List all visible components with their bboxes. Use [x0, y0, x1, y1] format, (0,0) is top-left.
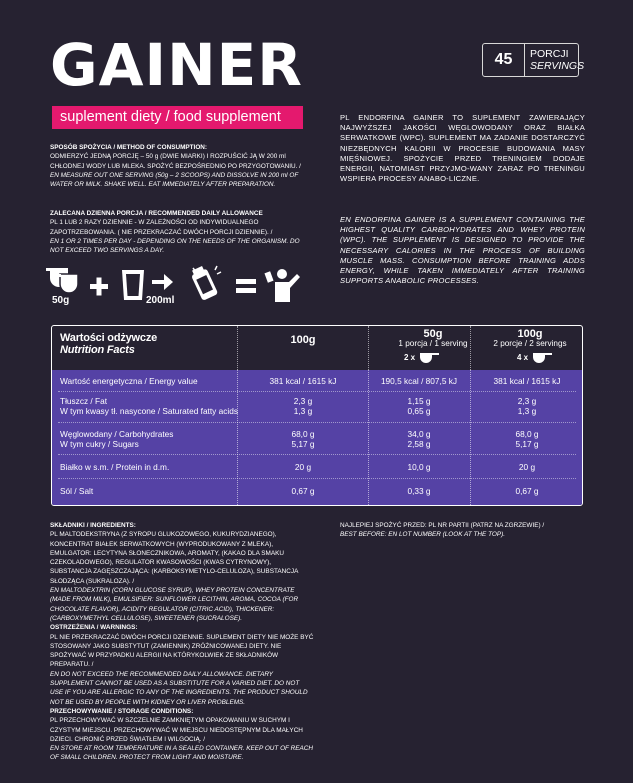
- warnings-pl: PL NIE PRZEKRACZAĆ DWÓCH PORCJI DZIENNIE. SUPLEMENT DIETY NIE MOŻE BYĆ STOSOWANY JAKO SUBSTYTUT (ZAMIENNIK) ZRÓŻNICOWANEJ DIETY. NIE SPOŻYWAĆ W PRZYPADKU ALERGII NA KTÓRYKOLWIEK ZE SKŁADNIKÓW PREPARATU. /: [50, 633, 314, 669]
- row-carbs-label: Węglowodany / Carbohydrates: [60, 429, 174, 439]
- column-divider: [470, 326, 471, 370]
- row-energy-value-2: 190,5 kcal / 807,5 kJ: [380, 376, 458, 386]
- storage-pl: PL PRZECHOWYWAĆ W SZCZELNIE ZAMKNIĘTYM OPAKOWANIU W SUCHYM I CZYSTYM MIEJSCU. PRZECHOWYWAĆ W MIEJSCU NIEDOSTĘPNYM DLA MAŁYCH DZIECI. CHRONIĆ PRZED ŚWIATŁEM I WILGOCIĄ. /: [50, 717, 303, 743]
- scoop-icon: [418, 351, 440, 363]
- row-salt-value-1: 0,67 g: [291, 486, 315, 496]
- column-head-1: 100g: [290, 334, 316, 346]
- warnings-heading: OSTRZEŻENIA / WARNINGS:: [50, 624, 138, 632]
- drinking-person-icon: [264, 269, 300, 302]
- preparation-icons: [46, 262, 308, 306]
- column-head-3: 100g: [517, 328, 543, 340]
- servings-label: [530, 48, 584, 72]
- row-salt-label: Sól / Salt: [60, 486, 94, 496]
- row-divider: [58, 391, 576, 392]
- row-sugars-label: W tym cukry / Sugars: [60, 439, 139, 449]
- nutrition-title-en: Nutrition Facts: [60, 344, 135, 356]
- servings-label-pl: PORCJI: [530, 48, 569, 60]
- consumption-heading: SPOSÓB SPOŻYCIA / METHOD OF CONSUMPTION:: [50, 144, 208, 151]
- storage-en: EN STORE AT ROOM TEMPERATURE IN A SEALED CONTAINER. KEEP OUT OF REACH OF SMALL CHILDREN. PROTECT FROM LIGHT AND MOISTURE.: [50, 745, 313, 762]
- nutrition-table: [51, 325, 583, 506]
- scoops-count-2: 2 x: [404, 353, 416, 362]
- row-sugars-value-2: 2,58 g: [407, 439, 431, 449]
- column-divider: [368, 326, 369, 370]
- row-fat-value-3: 2,3 g: [517, 396, 537, 406]
- warnings-en: EN DO NOT EXCEED THE RECOMMENDED DAILY ALLOWANCE. DIETARY SUPPLEMENT CANNOT BE USED AS A SUBSTITUTE FOR A VARIED DIET. DO NOT USE IF YOU ARE ALLERGIC TO ANY OF THE INGREDIENTS. THE PRODUCT SHOULD NOT BE USED BY PEOPLE WITH KIDNEY OR LIVER PROBLEMS.: [50, 670, 308, 706]
- scoops-icon: [46, 268, 78, 293]
- description-pl: PL ENDORFINA GAINER TO SUPLEMENT ZAWIERAJĄCY NAJWYŻSZEJ JAKOŚCI WĘGLOWODANY ORAZ BIAŁKA SERWATKOWE (WPC). SUPLEMENT MA ZADANIE DOSTARCZYĆ NIEZBĘDNYCH KALORII W PROCESIE BUDOWANIA MASY MIĘŚNIOWEJ. SPOŻYCIE PRZED TRENINGIEM DODAJE ENERGII, NATOMIAST PRZYJMO-WANY ZARAZ PO TRENINGU WSPIERA PROCESY ANABO-LICZNE.: [340, 113, 585, 184]
- ingredients-en: EN MALTODEXTRIN (CORN GLUCOSE SYRUP), WHEY PROTEIN CONCENTRATE (MADE FROM MILK), EMULSIFIER: SUNFLOWER LECITHIN, AROMA, COCOA (FOR CHOCOLATE FLAVOR), ACIDITY REGULATOR (CITRIC ACID), THICKENER: (CARBOXYMETHYL CELLULOSE), SWEETENER (SUCRALOSE).: [50, 587, 299, 622]
- row-energy-value-3: 381 kcal / 1615 kJ: [493, 376, 561, 386]
- shaker-icon: [189, 265, 221, 301]
- row-energy-label: Wartość energetyczna / Energy value: [60, 376, 198, 386]
- consumption-pl: ODMIERZYĆ JEDNĄ PORCJĘ – 50 g (DWIE MIARKI) I ROZPUŚCIĆ JĄ W 200 ml CHŁODNEJ WODY LUB MLEKA. SPOŻYĆ BEZPOŚREDNIO PO PRZYGOTOWANIU. /: [50, 153, 301, 170]
- column-sub-2: 1 porcja / 1 serving: [398, 339, 468, 348]
- consumption-section: [50, 143, 308, 189]
- row-carbs-value-3: 68,0 g: [515, 429, 539, 439]
- allowance-pl: PL 1 LUB 2 RAZY DZIENNIE - W ZALEŻNOŚCI OD INDYWIDUALNEGO ZAPOTRZEBOWANIA. ( NIE PRZEKRACZAĆ DWÓCH PORCJI DZIENNIE). /: [50, 219, 273, 236]
- preparation-icons-svg: [46, 262, 308, 306]
- plus-icon: [90, 278, 108, 296]
- row-protein-value-2: 10,0 g: [407, 462, 431, 472]
- scoops-count-3: 4 x: [517, 353, 529, 362]
- row-protein-label: Białko w s.m. / Protein in d.m.: [60, 462, 170, 472]
- column-sub-3: 2 porcje / 2 servings: [493, 339, 567, 348]
- allowance-en: EN 1 OR 2 TIMES PER DAY - DEPENDING ON THE NEEDS OF THE ORGANISM. DO NOT EXCEED TWO SERVINGS A DAY.: [50, 237, 300, 255]
- product-title: GAINER: [50, 31, 303, 99]
- description-en: EN ENDORFINA GAINER IS A SUPPLEMENT CONTAINING THE HIGHEST QUALITY CARBOHYDRATES AND WHEY PROTEIN (WPC). THE SUPPLEMENT IS DESIGNED TO PROVIDE THE NECESSARY CALORIES IN THE PROCESS OF BUILDING MUSCLE MASS. CONSUMPTION BEFORE TRAINING ADDS ENERGY, WHILE TAKEN IMMEDIATELY AFTER TRAINING SUPPORTS ANABOLIC PROCESSES.: [340, 215, 585, 286]
- scoop-icon: [531, 351, 553, 363]
- row-sugars-value-1: 5,17 g: [291, 439, 315, 449]
- ingredients-heading: SKŁADNIKI / INGREDIENTS:: [50, 522, 136, 529]
- scoop-amount-label: 50g: [52, 295, 70, 306]
- arrow-icon: [152, 274, 173, 290]
- allowance-section: [50, 209, 308, 255]
- ingredients-section: [50, 521, 314, 763]
- row-fat-value-2: 1,15 g: [407, 396, 431, 406]
- row-protein-value-1: 20 g: [294, 462, 312, 472]
- nutrition-title-pl: Wartości odżywcze: [60, 332, 158, 344]
- ingredients-pl: PL MALTODEKSTRYNA (Z SYROPU GLUKOZOWEGO, KUKURYDZIANEGO), KONCENTRAT BIAŁEK SERWATKOWYCH (WYPRODUKOWANY Z MLEKA), EMULGATOR: LECYTYNA SŁONECZNIKOWA, AROMATY, (KAKAO DLA SMAKU CZEKOLADOWEGO), REGULATOR KWASOWOŚCI (KWAS CYTRYNOWY), SUBSTANCJA ZAGĘSZCZAJĄCA: (KARBOKSYMETYLO-CELULOZA), SUBSTANCJA SŁODZĄCA (SUKRALOZA). /: [50, 531, 298, 585]
- row-divider: [58, 478, 576, 479]
- glass-icon: [122, 270, 144, 300]
- liquid-amount-label: 200ml: [146, 295, 175, 306]
- storage-heading: PRZECHOWYWANIE / STORAGE CONDITIONS:: [50, 707, 194, 715]
- row-fat-value-1: 2,3 g: [293, 396, 313, 406]
- row-divider: [58, 454, 576, 455]
- row-energy-value-1: 381 kcal / 1615 kJ: [269, 376, 337, 386]
- column-head-2: 50g: [423, 328, 443, 340]
- equals-icon: [236, 279, 256, 293]
- row-salt-value-3: 0,67 g: [515, 486, 539, 496]
- row-sugars-value-3: 5,17 g: [515, 439, 539, 449]
- best-before-section: [340, 521, 585, 540]
- row-saturated-label: W tym kwasy tł. nasycone / Saturated fatty acids: [60, 406, 238, 416]
- row-protein-value-3: 20 g: [518, 462, 536, 472]
- servings-badge: [482, 43, 585, 77]
- servings-label-en: SERVINGS: [530, 60, 585, 72]
- column-divider: [237, 326, 238, 370]
- row-saturated-value-2: 0,65 g: [407, 406, 431, 416]
- allowance-heading: ZALECANA DZIENNA PORCJA / RECOMMENDED DAILY ALLOWANCE: [50, 210, 263, 217]
- consumption-en: EN MEASURE OUT ONE SERVING (50g – 2 SCOOPS) AND DISSOLVE IN 200 ml OF WATER OR MILK. SHAKE WELL. EAT IMMEDIATELY AFTER PREPARATION.: [50, 171, 299, 189]
- nutrition-table-header: [52, 326, 582, 370]
- row-carbs-value-2: 34,0 g: [407, 429, 431, 439]
- row-saturated-value-3: 1,3 g: [517, 406, 537, 416]
- nutrition-table-body: [52, 370, 582, 506]
- best-before-en: BEST BEFORE: EN LOT NUMBER (LOOK AT THE TOP).: [340, 531, 505, 539]
- row-saturated-value-1: 1,3 g: [293, 406, 313, 416]
- product-subtitle: suplement diety / food supplement: [52, 106, 303, 129]
- row-carbs-value-1: 68,0 g: [291, 429, 315, 439]
- row-divider: [58, 422, 576, 423]
- servings-count: 45: [483, 44, 525, 76]
- row-salt-value-2: 0,33 g: [407, 486, 431, 496]
- best-before-pl: NAJLEPIEJ SPOŻYĆ PRZED: PL NR PARTII (PATRZ NA ZGRZEWIE) /: [340, 522, 545, 529]
- nutrition-title: [60, 332, 157, 356]
- row-fat-label: Tłuszcz / Fat: [60, 396, 108, 406]
